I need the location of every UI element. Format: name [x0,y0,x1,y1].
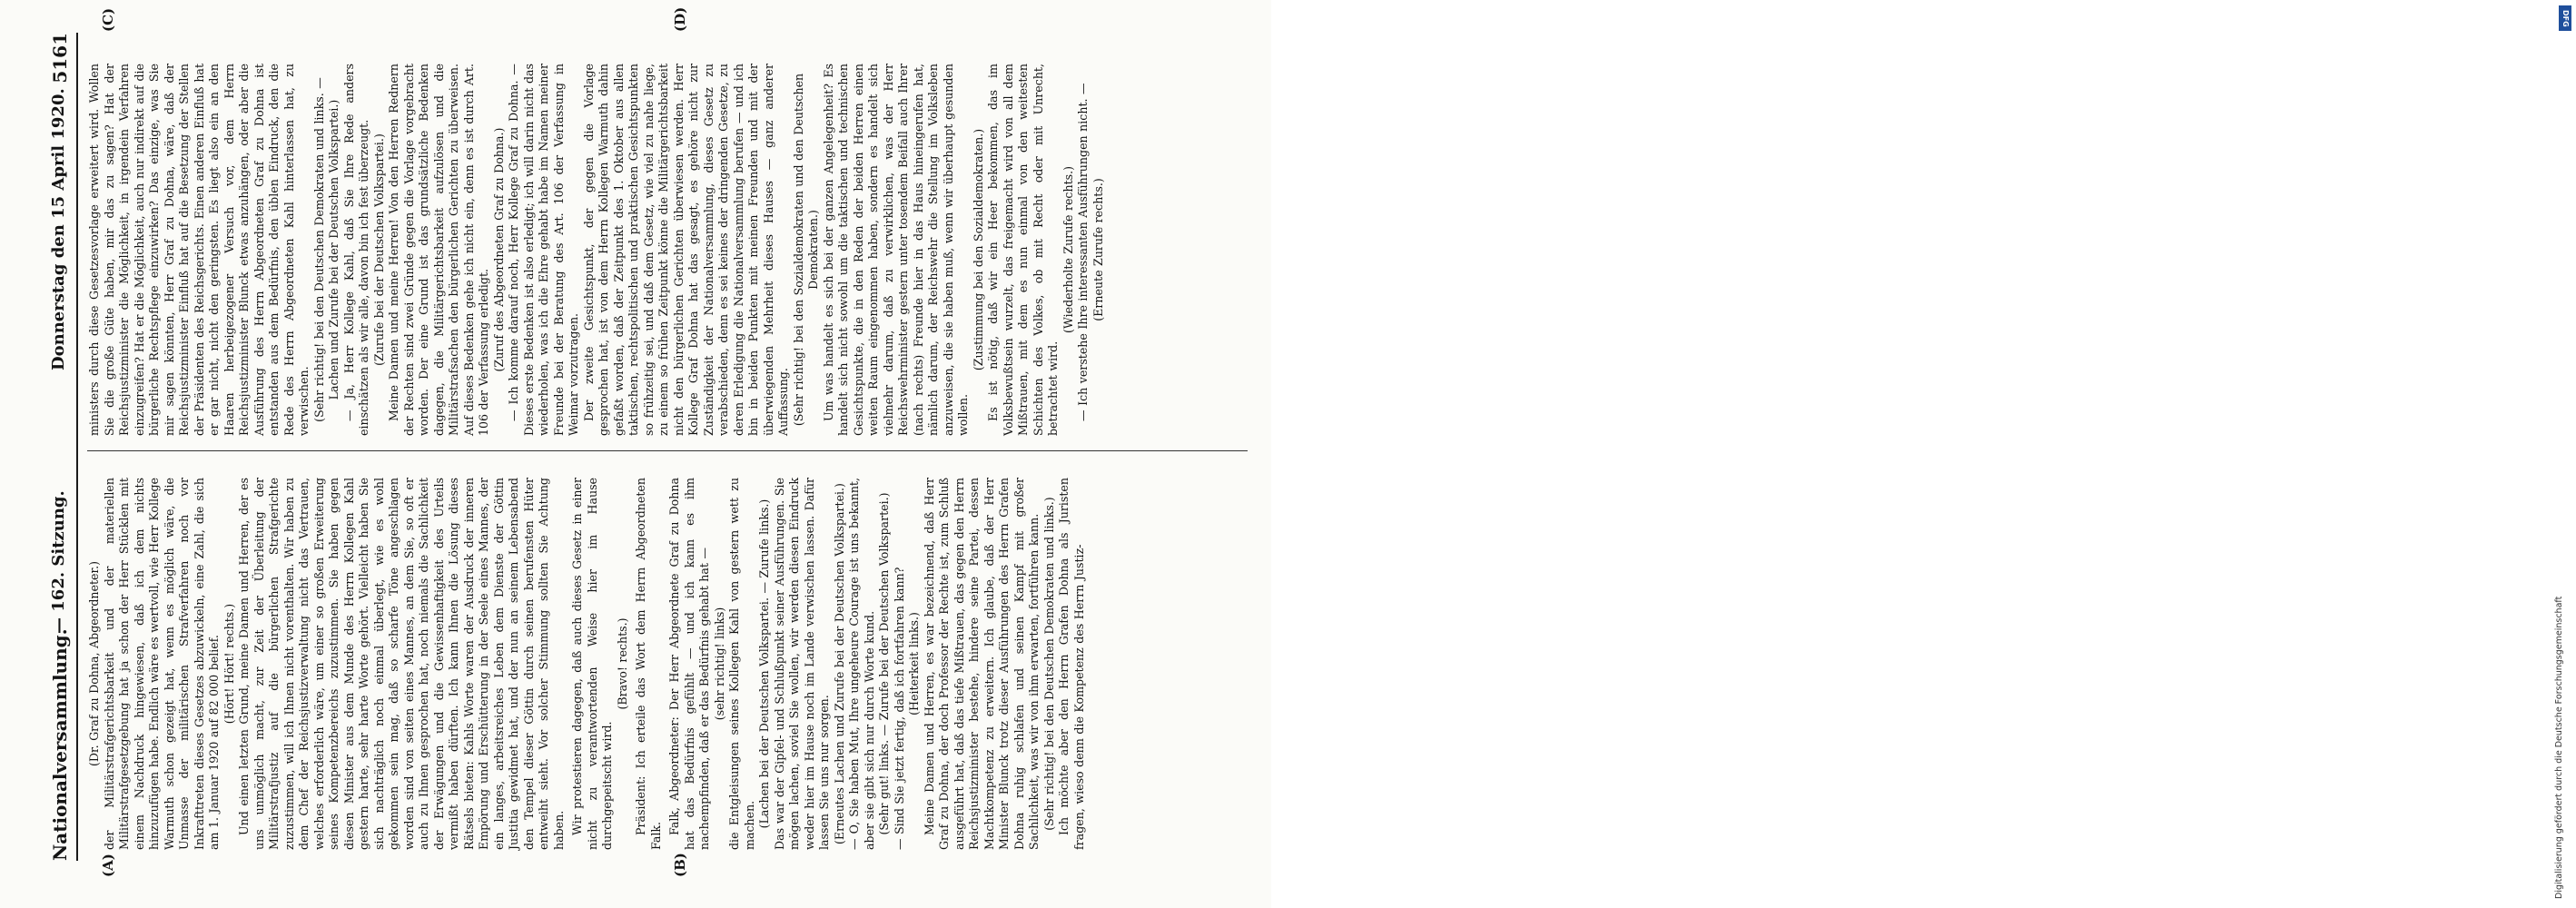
left-column [87,478,1087,850]
paragraph: — Sind Sie jetzt fertig, daß ich fortfahren kann? [892,567,906,850]
header-right: Donnerstag den 15 April 1920. [49,88,68,370]
margin-mark-b: (B) [672,853,688,877]
interjection: (Zuruf des Abgeordneten Graf zu Dohna.) [491,127,506,372]
paragraph: der Militärstrafgerichtsbarkeit und der materiellen Militärstrafgesetzgebung hat ja schon der Herr Stücklen mit einem Nachdruck hingewiesen, daß ich dem nichts hinzuzufügen habe. Endlich wäre es wertvoll, wie Herr Kollege Warmuth schon gezeigt hat, wenn es möglich wäre, die Unmasse der militärischen Strafverfahren noch vor Inkrafttreten dieses Gesetzes abzuwickeln, eine Zahl, die sich am 1. Januar 1920 auf 82 000 belief. [102,478,221,850]
interjection: (Hört! Hört! rechts.) [222,603,236,725]
interjection: (Erneutes Lachen und Zurufe bei der Deutschen Volkspartei.) [832,483,846,844]
speaker-note: (Dr. Graf zu Dohna, Abgeordneter.) [87,560,101,767]
paragraph: Wir protestieren dagegen, daß auch dieses Gesetz in einer nicht zu verantwortenden Weise hier im Hause durchgepeitscht wird. [570,478,614,850]
interjection: (Erneute Zurufe rechts.) [1091,178,1105,321]
paragraph: Es ist nötig, daß wir ein Heer bekommen, das im Volksbewußtsein wurzelt, das freigemacht wird von all dem Mißtrauen, mit dem es nun einmal von den weitesten Schichten des Volkes, ob mit Recht oder mit Unrecht, betrachtet wird. [986,64,1060,436]
scanned-page [0,0,1271,908]
digitization-credit: Digitalisierung gefördert durch die Deutsche Forschungsgemeinschaft [2554,596,2564,899]
interjection: (sehr richtig! links) [712,607,726,721]
interjection: (Wiederholte Zurufe rechts.) [1061,165,1075,334]
paragraph: Das war der Gipfel- und Schlußpunkt seiner Ausführungen. Sie mögen lachen, soviel Sie wollen, wir werden diesen Eindruck weder hier im Hause noch im Lande verwischen lassen. Dafür lassen Sie uns nur sorgen. [772,478,831,850]
president-paragraph: Präsident: Ich erteile das Wort dem Herrn Abgeordneten Falk. [634,478,663,850]
interjection: (Sehr richtig! bei den Sozialdemokraten und den Deutschen Demokraten.) [791,73,820,427]
paragraph: die Entgleisungen seines Kollegen Kahl von gestern wett zu machen. [727,478,756,850]
paragraph: Meine Damen und meine Herren! Von den Herren Rednern der Rechten sind zwei Gründe gegen die Vorlage vorgebracht worden. Der eine Grund ist das grundsätzliche Bedenken dagegen, die Militärgerichtsbarkeit aufzulösen und die Militärstrafsachen den bürgerlichen Gerichten zu überweisen. Auf dieses Bedenken gehe ich nicht ein, denn es ist durch Art. 106 der Verfassung erledigt. [387,64,490,436]
margin-mark-a: (A) [100,854,116,877]
paragraph: — Ich verstehe Ihre interessanten Ausführungen nicht. — [1076,83,1090,421]
running-header [42,33,78,861]
header-left: Nationalversammlung. [49,628,71,861]
interjection: (Lachen bei der Deutschen Volkspartei. — Zurufe links.) [757,498,771,829]
interjection: (Zustimmung bei den Sozialdemokraten.) [971,128,985,371]
header-center: — 162. Sitzung. [49,490,68,634]
column-rule [87,450,1248,451]
paragraph: Der zweite Gesichtspunkt, der gegen die Vorlage gesprochen hat, ist von dem Herrn Kollegen Warmuth dahin gefaßt worden, daß der Zeitpunkt des 1. Oktober aus allen taktischen, rechtspolitischen und praktischen Gesichtspunkten so frühzeitig sei, und daß dem Gesetz, wie viel zu nahe liege, zu einem so frühen Zeitpunkt könne die Militärgerichtsbarkeit nicht den bürgerlichen Gerichten überwiesen werden. Herr Kollege Graf Dohna hat das gesagt, es gehöre nicht zur Zuständigkeit der Nationalversammlung, dieses Gesetz zu verabschieden, denn es sei keines der dringenden Gesetze, zu deren Erledigung die Nationalversammlung berufen — und ich bin in beiden Punkten mit meinen Freunden und mit der überwiegenden Mehrheit dieses Hauses — ganz anderer Auffassung. [581,64,790,436]
margin-mark-d: (D) [672,6,688,32]
margin-mark-c: (C) [100,7,116,32]
right-column [87,64,1106,436]
speaker-paragraph: Falk, Abgeordneter: Der Herr Abgeordnete Graf zu Dohna hat das Bedürfnis gefühlt — und ich kann es ihm nachempfinden, daß er das Bedürfnis gehabt hat — [667,478,711,850]
paragraph: Und einen letzten Grund, meine Damen und Herren, der es uns unmöglich macht, zur Zeit der Überleitung der Militärstrafjustiz auf die bürgerlichen Strafgerichte zuzustimmen, will ich Ihnen nicht vorenthalten. Wir haben zu dem Chef der Reichsjustizverwaltung nicht das Vertrauen, welches erforderlich wäre, um einer so großen Erweiterung seines Kompetenzbereichs zuzustimmen. Sie haben gegen diesen Minister aus dem Munde des Herrn Kollegen Kahl gestern harte, sehr harte Worte gehört. Vielleicht haben Sie sich nachträglich noch einmal überlegt, wie es wohl gekommen sein mag, daß so scharfe Töne angeschlagen worden sind von seiten eines Mannes, an dem Sie, so oft er auch zu Ihnen gesprochen hat, noch niemals die Sachlichkeit der Erwägungen und die Gewissenhaftigkeit des Urteils vermißt haben dürften. Ich kann Ihnen die Lösung dieses Rätsels bieten: Kahls Worte waren der Ausdruck der inneren Empörung und Erschütterung in der Seele eines Mannes, der ein langes, arbeitsreiches Leben dem Dienste der Göttin Justitia gewidmet hat, und der nun an seinem Lebensabend den Tempel dieser Göttin durch seinen berufensten Hüter entweiht sieht. Vor solcher Stimmung sollten Sie Achtung haben. [237,478,566,850]
interjection: (Heiterkeit links.) [907,612,921,716]
paragraph: — Ja, Herr Kollege Kahl, daß Sie Ihre Rede anders einschätzen als wir alle, davon bin ich fest überzeugt. [341,64,370,436]
digitization-sidebar [1275,0,2570,908]
header-rule [76,33,78,861]
paragraph: Ich möchte aber den Herrn Grafen Dohna als Juristen fragen, wieso denn die Kompetenz des Herrn Justiz- [1057,478,1086,850]
dfg-logo-icon: DFG [2559,5,2571,31]
interjection: (Zurufe bei der Deutschen Volkspartei.) [371,133,386,366]
page-number: 5161 [49,33,71,84]
page-content [0,0,1271,908]
interjection: (Bravo! rechts.) [615,617,629,710]
interjection: (Sehr gut! links. — Zurufe bei der Deutschen Volkspartei.) [877,492,891,835]
paragraph: — O, Sie haben Mut, Ihre ungeheure Courage ist uns bekannt, aber sie gibt sich nur durch Worte kund. [847,478,876,850]
paragraph: Um was handelt es sich bei der ganzen Angelegenheit? Es handelt sich nicht sowohl um die taktischen und technischen Gesichtspunkte, die in den Reden der beiden Herren einen weiten Raum eingenommen haben, sondern es handelt sich vielmehr darum, daß zu verwirklichen, was der Herr Reichswehrminister gestern unter tosendem Beifall auch Ihrer (nach rechts) Freunde hier in das Haus hineingerufen hat, nämlich darum, der Reichswehr die Stellung im Volksleben anzuweisen, die sie haben muß, wenn wir überhaupt gesunden wollen. [821,64,970,436]
paragraph: ministers durch diese Gesetzesvorlage erweitert wird. Wollen Sie die große Güte haben, mir das zu sagen? Hat der Reichsjustizminister die Möglichkeit, in irgendein Verfahren einzugreifen? Hat er die Möglichkeit, auch nur indirekt auf die bürgerliche Rechtspflege einzuwirken? Das einzige, was Sie mir sagen könnten, Herr Graf zu Dohna, wäre, daß der Reichsjustizminister Einfluß hat auf die Besetzung der Stellen der Präsidenten des Reichsgerichts. Einen anderen Einfluß hat er gar nicht, nicht den geringsten. Es liegt also ein an den Haaren herbeigezogener Versuch vor, dem Herrn Reichsjustizminister Blunck etwas anzuhängen, oder aber die Ausführung des Herrn Abgeordneten Graf zu Dohna ist entstanden aus dem Bedürfnis, den üblen Eindruck, den die Rede des Herrn Abgeordneten Kahl hinterlassen hat, zu verwischen. [87,64,311,436]
interjection: (Sehr richtig! bei den Deutschen Demokraten und links.) [1041,497,1056,831]
paragraph: — Ich komme darauf noch, Herr Kollege Graf zu Dohna. — Dieses erste Bedenken ist also erledigt; ich will darin nicht das wiederholen, was ich die Ehre gehabt habe im Namen meiner Freunde bei der Beratung des Art. 106 der Verfassung in Weimar vorzutragen. [507,64,580,436]
interjection: (Sehr richtig! bei den Deutschen Demokraten und links. — Lachen und Zurufe bei der Deutschen Volkspartei.) [311,77,341,422]
paragraph: Meine Damen und Herren, es war bezeichnend, daß Herr Graf zu Dohna, der doch Professor der Rechte ist, zum Schluß ausgeführt hat, daß das tiefe Mißtrauen, das gegen den Herrn Reichsjustizminister bestehe, hindere seine Partei, dessen Machtkompetenz zu erweitern. Ich glaube, daß der Herr Minister Blunck trotz dieser Ausführungen des Herrn Grafen Dohna ruhig schlafen und seinen Kampf mit großer Sachlichkeit, was wir von ihm erwarten, fortführen kann. [922,478,1041,850]
